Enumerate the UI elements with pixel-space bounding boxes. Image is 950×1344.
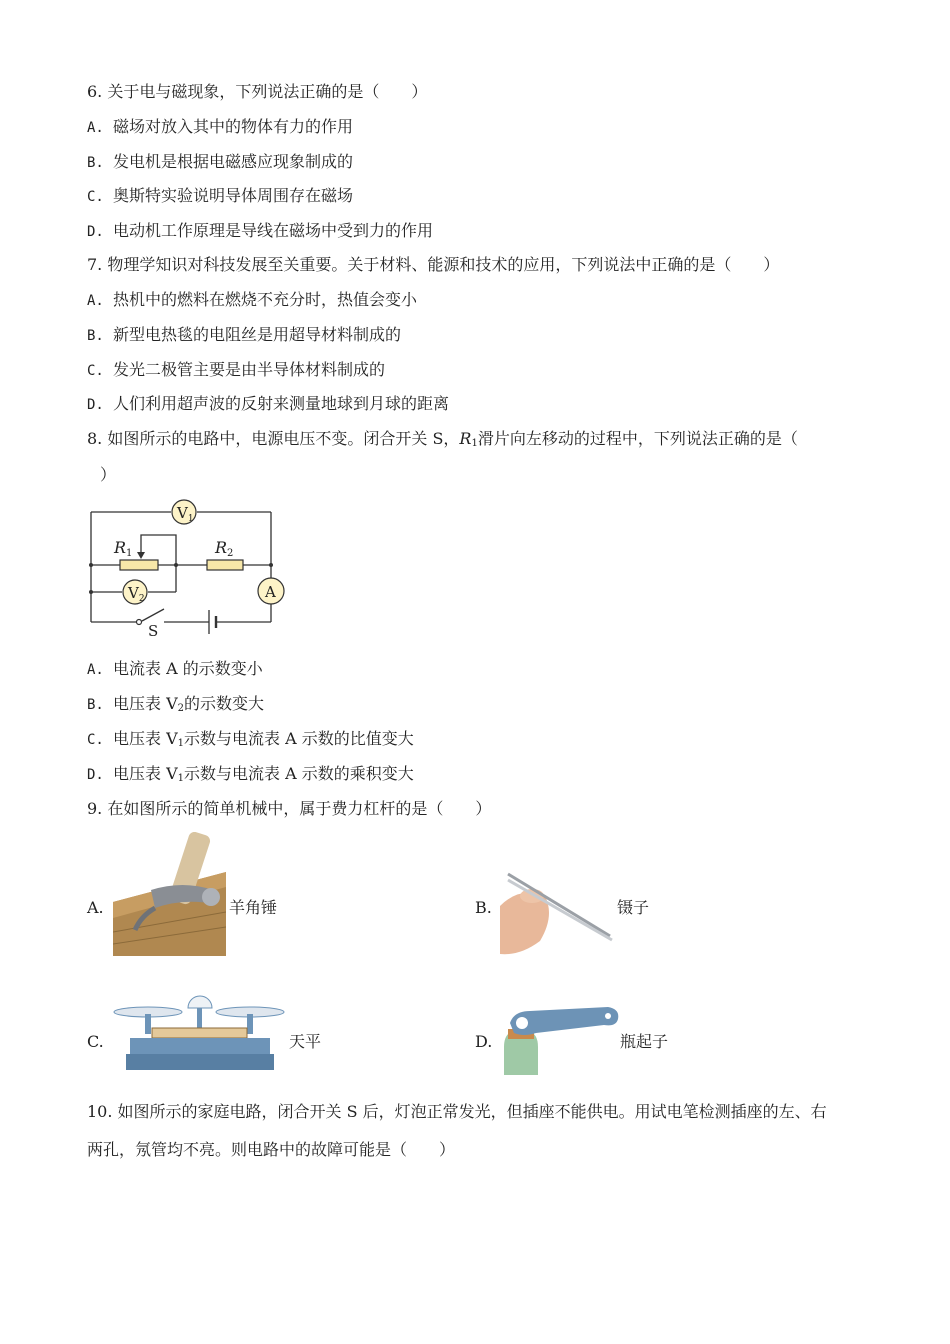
q7-option-c: C. 发光二极管主要是由半导体材料制成的: [87, 360, 386, 379]
tweezers-image: [500, 866, 615, 956]
q8-option-b: B. 电压表 $V_2$的示数变大: [87, 694, 265, 714]
q8-option-c: C. 电压表 $V_1$示数与电流表 A 示数的比值变大: [87, 729, 414, 749]
q9-stem: 9. 在如图所示的简单机械中，属于费力杠杆的是（ ）: [87, 799, 492, 818]
q6-stem: 6. 关于电与磁现象，下列说法正确的是（ ）: [87, 82, 428, 101]
q9-option-c-label: C.: [87, 1032, 104, 1051]
slider-arrow-icon: [137, 552, 145, 559]
q8-stem-close: ）: [100, 465, 117, 484]
q9-option-b-label: B.: [475, 898, 492, 917]
resistor-r2: [207, 560, 243, 570]
balance-scale-image: [112, 990, 287, 1076]
ammeter-label: A: [265, 583, 276, 601]
q8-option-a: A. 电流表 A 的示数变小: [87, 659, 263, 678]
q9-option-d-text: 瓶起子: [620, 1032, 669, 1051]
r1-label: R1: [114, 538, 133, 559]
resistor-r1: [120, 560, 158, 570]
q9-option-b-text: 镊子: [617, 898, 650, 917]
q7-stem: 7. 物理学知识对科技发展至关重要。关于材料、能源和技术的应用，下列说法中正确的是（ ）: [87, 255, 780, 274]
claw-hammer-image: [113, 832, 226, 956]
q7-option-b: B. 新型电热毯的电阻丝是用超导材料制成的: [87, 325, 402, 344]
circuit-diagram: [85, 497, 295, 637]
q8-option-d: D. 电压表 $V_1$示数与电流表 A 示数的乘积变大: [87, 764, 414, 784]
q6-option-a: A. 磁场对放入其中的物体有力的作用: [87, 117, 354, 136]
q9-option-c-text: 天平: [289, 1032, 322, 1051]
v1-label: $V_1$: [177, 504, 194, 524]
q8-stem: 8. 如图所示的电路中，电源电压不变。闭合开关 S，$R_1$滑片向左移动的过程中，下列说法正确的是（: [87, 429, 798, 449]
q6-option-b: B. 发电机是根据电磁感应现象制成的: [87, 152, 354, 171]
q9-option-a-text: 羊角锤: [229, 898, 278, 917]
bottle-opener-image: [500, 1003, 622, 1075]
q6-option-d: D. 电动机工作原理是导线在磁场中受到力的作用: [87, 221, 434, 240]
q9-option-d-label: D.: [475, 1032, 493, 1051]
q6-option-c: C. 奥斯特实验说明导体周围存在磁场: [87, 186, 354, 205]
q9-option-a-label: A.: [87, 898, 104, 917]
q10-stem-line1: 10. 如图所示的家庭电路，闭合开关 S 后，灯泡正常发光，但插座不能供电。用试电笔检测插座的左、右: [87, 1102, 827, 1121]
q10-stem-line2: 两孔，氖管均不亮。则电路中的故障可能是（ ）: [87, 1140, 456, 1159]
q7-option-d: D. 人们利用超声波的反射来测量地球到月球的距离: [87, 394, 450, 413]
r2-label: R2: [215, 538, 234, 559]
q7-option-a: A. 热机中的燃料在燃烧不充分时，热值会变小: [87, 290, 418, 309]
switch-label: S: [148, 622, 159, 637]
v2-label: $V_2$: [128, 584, 145, 604]
